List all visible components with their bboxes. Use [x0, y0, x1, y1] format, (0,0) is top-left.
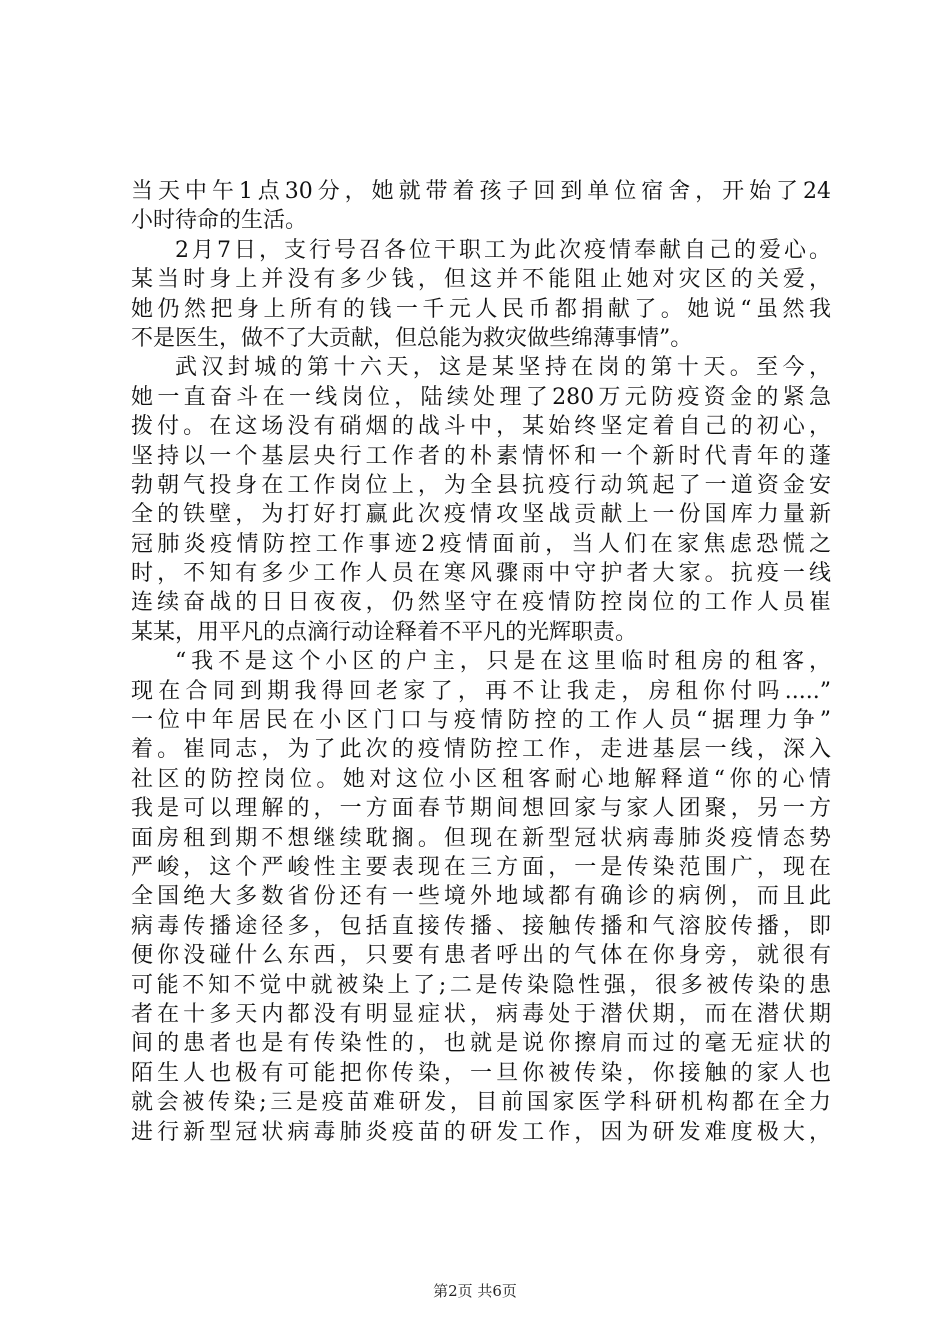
text-line: 她一直奋斗在一线岗位，陆续处理了280万元防疫资金的紧急: [131, 384, 831, 410]
text-line: 某当时身上并没有多少钱，但这并不能阻止她对灾区的关爱，: [131, 267, 831, 293]
text-line: 面房租到期不想继续耽搁。但现在新型冠状病毒肺炎疫情态势: [131, 825, 831, 851]
text-line: 坚持以一个基层央行工作者的朴素情怀和一个新时代青年的蓬: [131, 443, 831, 469]
body-text: [131, 177, 831, 1147]
text-line: 者在十多天内都没有明显症状，病毒处于潜伏期，而在潜伏期: [131, 1001, 831, 1027]
text-line: 就会被传染;三是疫苗难研发，目前国家医学科研机构都在全力: [131, 1090, 831, 1116]
text-line: 陌生人也极有可能把你传染，一旦你被传染，你接触的家人也: [131, 1060, 831, 1086]
text-line: 勃朝气投身在工作岗位上，为全县抗疫行动筑起了一道资金安: [131, 472, 831, 498]
text-line: 全的铁壁，为打好打赢此次疫情攻坚战贡献上一份国库力量新: [131, 502, 831, 528]
text-line: 小时待命的生活。: [131, 208, 308, 234]
text-line: 现在合同到期我得回老家了，再不让我走，房租你付吗.....”: [131, 678, 831, 704]
text-line: 我是可以理解的，一方面春节期间想回家与家人团聚，另一方: [131, 796, 831, 822]
text-line: “我不是这个小区的户主，只是在这里临时租房的租客，: [175, 649, 831, 675]
text-line: 间的患者也是有传染性的，也就是说你擦肩而过的毫无症状的: [131, 1031, 831, 1057]
text-line: 一位中年居民在小区门口与疫情防控的工作人员“据理力争”: [131, 708, 831, 734]
text-line: 某某，用平凡的点滴行动诠释着不平凡的光辉职责。: [131, 619, 638, 645]
text-line: 着。崔同志，为了此次的疫情防控工作，走进基层一线，深入: [131, 737, 831, 763]
text-line: 2月7日，支行号召各位干职工为此次疫情奉献自己的爱心。: [175, 237, 831, 263]
text-line: 社区的防控岗位。她对这位小区租客耐心地解释道“你的心情: [131, 766, 831, 792]
text-line: 不是医生，做不了大贡献，但总能为救灾做些绵薄事情”。: [131, 325, 693, 351]
text-line: 连续奋战的日日夜夜，仍然坚守在疫情防控岗位的工作人员崔: [131, 590, 831, 616]
text-line: 她仍然把身上所有的钱一千元人民币都捐献了。她说“虽然我: [131, 296, 831, 322]
text-line: 拨付。在这场没有硝烟的战斗中，某始终坚定着自己的初心，: [131, 414, 831, 440]
text-line: 便你没碰什么东西，只要有患者呼出的气体在你身旁，就很有: [131, 943, 831, 969]
text-line: 病毒传播途径多，包括直接传播、接触传播和气溶胶传播，即: [131, 913, 831, 939]
text-line: 当天中午1点30分，她就带着孩子回到单位宿舍，开始了24: [131, 179, 831, 204]
text-line: 时，不知有多少工作人员在寒风骤雨中守护者大家。抗疫一线: [131, 561, 831, 587]
text-line: 全国绝大多数省份还有一些境外地域都有确诊的病例，而且此: [131, 884, 831, 910]
text-line: 可能不知不觉中就被染上了;二是传染隐性强，很多被传染的患: [131, 972, 831, 998]
page-footer: 第2页 共6页: [433, 1282, 517, 1300]
text-line: 进行新型冠状病毒肺炎疫苗的研发工作，因为研发难度极大，: [131, 1119, 831, 1145]
text-line: 严峻，这个严峻性主要表现在三方面，一是传染范围广，现在: [131, 854, 831, 880]
text-line: 冠肺炎疫情防控工作事迹2疫情面前，当人们在家焦虑恐慌之: [131, 531, 831, 557]
text-line: 武汉封城的第十六天，这是某坚持在岗的第十天。至今，: [175, 355, 831, 381]
